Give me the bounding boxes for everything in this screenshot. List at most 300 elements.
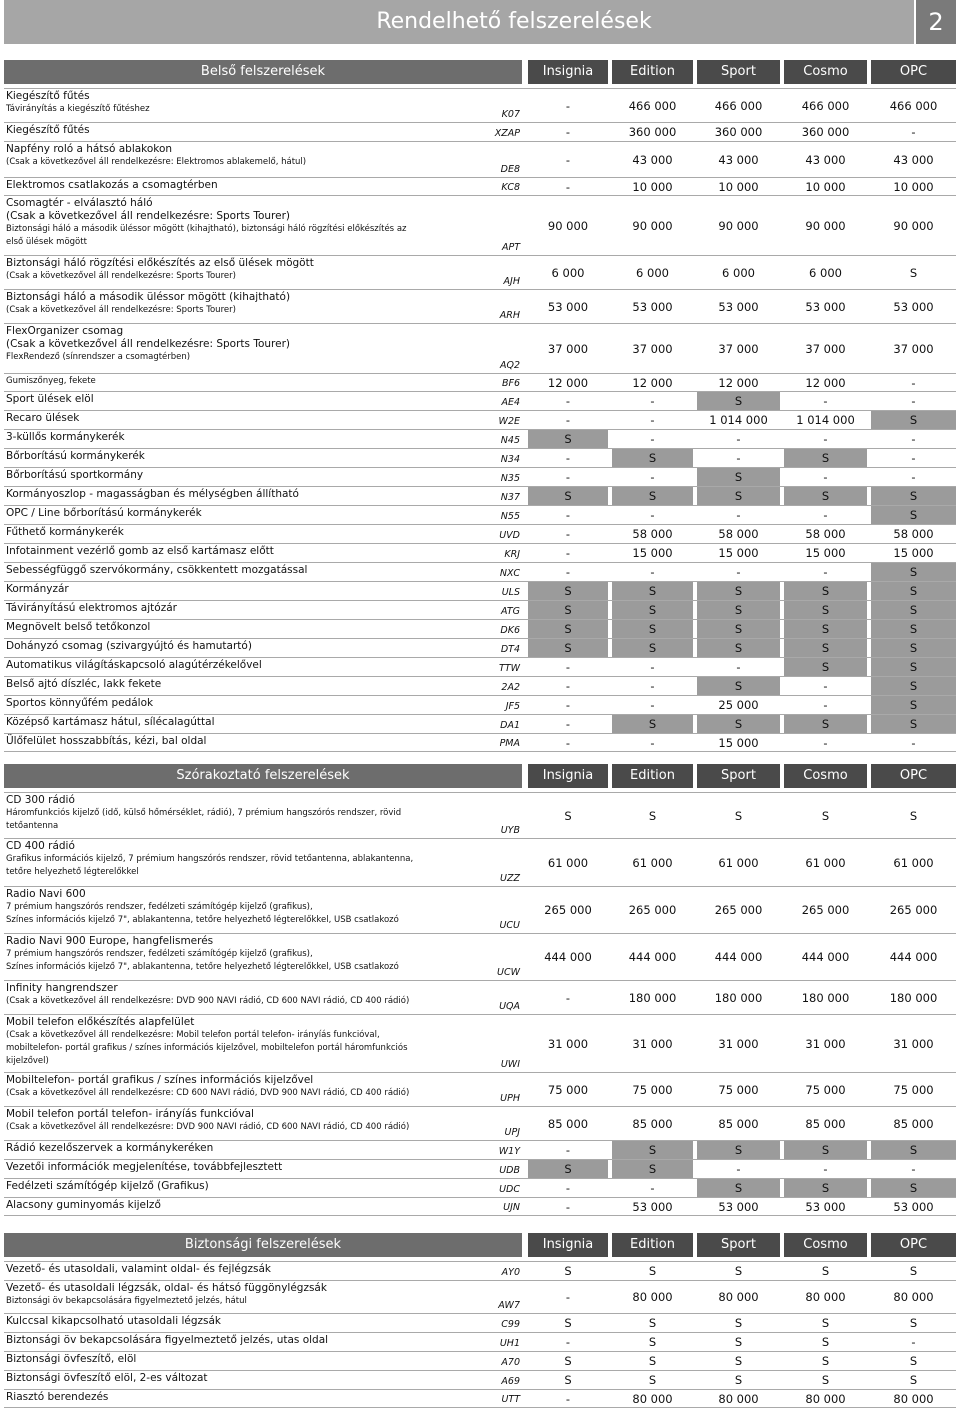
option-detail: (Csak a következővel áll rendelkezésre: Sports Tourer)	[6, 338, 291, 350]
price-cell-insignia: -	[565, 565, 571, 579]
price-cell-sport: S	[697, 468, 780, 486]
option-code: UJN	[503, 1202, 520, 1213]
table-row	[4, 505, 956, 524]
price-cell-cosmo: S	[821, 1354, 830, 1368]
option-lines	[6, 935, 522, 974]
option-lines	[6, 1372, 522, 1385]
table-row	[4, 733, 956, 752]
price-cell-insignia: -	[565, 546, 571, 560]
option-lines	[6, 1282, 522, 1308]
option-code: W2E	[498, 416, 520, 427]
table-row	[4, 619, 956, 638]
option-code: AQ2	[499, 360, 520, 371]
price-cell-cosmo: 265 000	[801, 903, 850, 917]
option-name: Biztonsági övfeszítő elöl, 2-es változat	[6, 1372, 208, 1384]
price-cell-edition: -	[650, 698, 655, 712]
section-title: Belső felszerelések	[4, 60, 522, 84]
price-cell-sport: 53 000	[718, 1199, 759, 1214]
option-lines	[6, 716, 522, 729]
option-name: Csomagtér - elválasztó háló	[6, 197, 153, 209]
option-lines	[6, 697, 522, 710]
option-name: Ülőfelület hosszabbítás, kézi, bal oldal	[6, 735, 207, 747]
price-cell-edition: 80 000	[632, 1290, 673, 1304]
option-name: Radio Navi 900 Europe, hangfelismerés	[6, 935, 214, 947]
option-code: TTW	[499, 663, 520, 674]
trim-values	[522, 506, 956, 524]
option-lines	[6, 640, 522, 653]
option-name: Kormányzár	[6, 583, 69, 595]
page-header	[4, 0, 956, 44]
column-header-insignia: Insignia	[528, 60, 608, 84]
table-row	[4, 1389, 956, 1408]
price-cell-opc: 15 000	[893, 546, 934, 560]
option-description	[4, 1179, 522, 1197]
option-lines	[6, 526, 522, 539]
option-lines	[6, 735, 522, 748]
option-name: OPC / Line bőrborítású kormánykerék	[6, 507, 202, 519]
price-cell-cosmo: S	[784, 715, 867, 733]
price-cell-sport: 85 000	[718, 1116, 759, 1131]
option-lines	[6, 431, 522, 444]
option-name: Riasztó berendezés	[6, 1391, 109, 1403]
price-cell-insignia: -	[565, 98, 571, 113]
trim-values	[522, 1262, 956, 1280]
price-cell-cosmo: S	[784, 1141, 867, 1159]
price-cell-opc: 444 000	[889, 950, 938, 964]
price-cell-sport: -	[736, 451, 741, 465]
option-description	[4, 487, 522, 505]
price-cell-cosmo: 75 000	[805, 1082, 846, 1097]
column-header-cosmo: Cosmo	[784, 764, 867, 788]
option-code: APT	[501, 242, 520, 253]
column-header-opc: OPC	[871, 60, 956, 84]
option-lines	[6, 1334, 522, 1347]
section-interior	[4, 60, 956, 752]
price-cell-edition: -	[650, 660, 655, 674]
price-cell-insignia: -	[565, 1335, 571, 1349]
price-cell-edition: S	[648, 1335, 657, 1349]
option-description	[4, 1073, 522, 1106]
table-row	[4, 177, 956, 195]
price-cell-opc: S	[871, 487, 956, 505]
trim-values	[522, 1333, 956, 1351]
price-cell-insignia: S	[564, 1316, 572, 1330]
option-code: DT4	[500, 644, 520, 655]
table-row	[4, 1014, 956, 1072]
option-detail: tetőantenna	[6, 821, 59, 831]
trim-values	[522, 178, 956, 195]
section-header	[4, 764, 956, 788]
option-detail: Színes információs kijelző 7", ablakantenna, tetőre helyezhető légterelőkkel, USB csatlakozó	[6, 915, 399, 925]
price-cell-sport: 360 000	[714, 125, 763, 139]
trim-values	[522, 430, 956, 448]
column-header-opc: OPC	[871, 764, 956, 788]
option-code: UDB	[499, 1165, 520, 1176]
option-code: UVD	[499, 530, 520, 541]
price-cell-sport: 1 014 000	[709, 413, 768, 427]
table-row	[4, 289, 956, 323]
option-lines	[6, 412, 522, 425]
price-cell-cosmo: -	[823, 565, 828, 579]
trim-values	[522, 639, 956, 657]
trim-values	[522, 1015, 956, 1072]
price-cell-edition: 61 000	[632, 855, 673, 870]
option-description	[4, 1390, 522, 1407]
price-cell-edition: S	[648, 1316, 657, 1330]
price-cell-cosmo: S	[784, 658, 867, 676]
table-row	[4, 1261, 956, 1280]
option-description	[4, 1352, 522, 1370]
option-code: 2A2	[501, 682, 520, 693]
price-cell-edition: 180 000	[628, 990, 677, 1005]
price-cell-cosmo: 90 000	[805, 218, 846, 233]
option-name: Kulccsal kikapcsolható utasoldali légzsák	[6, 1315, 222, 1327]
options-table	[4, 1261, 956, 1408]
price-cell-edition: 37 000	[632, 341, 673, 356]
option-code: DA1	[500, 720, 520, 731]
price-cell-edition: S	[612, 449, 693, 467]
price-cell-edition: S	[612, 715, 693, 733]
price-cell-opc: 53 000	[893, 299, 934, 314]
option-code: BF6	[501, 378, 520, 389]
column-header-sport: Sport	[697, 1233, 780, 1257]
price-cell-insignia: -	[565, 1290, 571, 1304]
table-row	[4, 1313, 956, 1332]
table-row	[4, 255, 956, 289]
option-code: UCW	[497, 967, 520, 978]
option-description	[4, 620, 522, 638]
trim-values	[522, 89, 956, 122]
price-cell-edition: -	[650, 470, 655, 484]
column-header-cosmo: Cosmo	[784, 1233, 867, 1257]
section-safety	[4, 1233, 956, 1408]
option-detail: (Csak a következővel áll rendelkezésre: Elektromos ablakemelő, hátul)	[6, 157, 307, 167]
price-cell-insignia: S	[528, 1160, 608, 1178]
option-description	[4, 544, 522, 562]
price-cell-edition: -	[650, 565, 655, 579]
trim-values	[522, 1198, 956, 1215]
option-name: Mobiltelefon- portál grafikus / színes információs kijelzővel	[6, 1074, 314, 1086]
price-cell-sport: 6 000	[722, 265, 755, 280]
price-cell-edition: 15 000	[632, 546, 673, 560]
price-cell-sport: -	[736, 1162, 741, 1176]
price-cell-edition: S	[648, 1354, 657, 1368]
table-row	[4, 1159, 956, 1178]
option-code: ARH	[499, 310, 520, 321]
option-lines	[6, 583, 522, 596]
option-code: PMA	[499, 738, 520, 749]
price-cell-cosmo: -	[823, 679, 828, 693]
table-row	[4, 323, 956, 373]
price-cell-opc: 53 000	[893, 1199, 934, 1214]
trim-values	[522, 1314, 956, 1332]
table-row	[4, 695, 956, 714]
price-cell-insignia: S	[528, 639, 608, 657]
price-cell-sport: 15 000	[718, 735, 759, 750]
price-cell-opc: S	[871, 506, 956, 524]
option-name: Napfény roló a hátsó ablakokon	[6, 143, 173, 155]
table-row	[4, 562, 956, 581]
price-cell-sport: 10 000	[718, 179, 759, 194]
option-detail: 7 prémium hangszórós rendszer, fedélzeti számítógép kijelző (grafikus),	[6, 949, 313, 959]
price-cell-opc: 10 000	[893, 179, 934, 194]
price-cell-insignia: -	[565, 660, 571, 674]
price-cell-cosmo: S	[821, 808, 830, 823]
price-cell-insignia: -	[565, 698, 571, 712]
price-cell-insignia: -	[565, 679, 571, 693]
option-detail: (Csak a következővel áll rendelkezésre: Sports Tourer)	[6, 271, 236, 281]
price-cell-edition: 85 000	[632, 1116, 673, 1131]
price-cell-sport: 15 000	[718, 546, 759, 560]
option-name: Bőrborítású kormánykerék	[6, 450, 145, 462]
price-cell-cosmo: 15 000	[805, 546, 846, 560]
price-cell-sport: -	[736, 432, 741, 446]
option-name: Fedélzeti számítógép kijelző (Grafikus)	[6, 1180, 209, 1192]
price-cell-cosmo: S	[821, 1264, 830, 1278]
price-cell-insignia: S	[528, 430, 608, 448]
column-header-opc: OPC	[871, 1233, 956, 1257]
price-cell-edition: S	[648, 1264, 657, 1278]
option-name: CD 400 rádió	[6, 840, 75, 852]
table-row	[4, 429, 956, 448]
option-code: UH1	[499, 1338, 520, 1349]
price-cell-cosmo: -	[823, 735, 828, 750]
table-row	[4, 714, 956, 733]
price-cell-sport: 80 000	[718, 1290, 759, 1304]
price-cell-sport: S	[697, 620, 780, 638]
option-name: Infotainment vezérlő gomb az első kartámasz előtt	[6, 545, 274, 557]
table-row	[4, 524, 956, 543]
option-lines	[6, 794, 522, 833]
price-cell-insignia: -	[565, 527, 571, 541]
trim-values	[522, 1141, 956, 1159]
option-name: Infinity hangrendszer	[6, 982, 118, 994]
section-header	[4, 60, 956, 84]
trim-values	[522, 544, 956, 562]
trim-values	[522, 374, 956, 391]
option-name: Biztonsági háló a második üléssor mögött (kihajtható)	[6, 291, 291, 303]
price-cell-insignia: -	[565, 1391, 571, 1406]
price-cell-cosmo: 53 000	[805, 299, 846, 314]
option-lines	[6, 1161, 522, 1174]
price-cell-insignia: 12 000	[547, 375, 589, 390]
table-row	[4, 391, 956, 410]
option-code: UPH	[500, 1093, 520, 1104]
price-cell-insignia: -	[565, 470, 571, 484]
price-cell-sport: S	[697, 582, 780, 600]
price-cell-cosmo: S	[784, 449, 867, 467]
table-row	[4, 657, 956, 676]
price-cell-cosmo: S	[784, 582, 867, 600]
option-code: N34	[500, 454, 520, 465]
option-name: Sportos könnyűfém pedálok	[6, 697, 154, 709]
price-cell-cosmo: 180 000	[801, 990, 850, 1005]
price-cell-edition: S	[612, 1141, 693, 1159]
option-description	[4, 734, 522, 751]
price-cell-cosmo: S	[784, 639, 867, 657]
price-cell-opc: 265 000	[889, 903, 938, 917]
table-row	[4, 410, 956, 429]
option-name: Gumiszőnyeg, fekete	[6, 376, 96, 386]
trim-values	[522, 449, 956, 467]
option-code: UZZ	[500, 873, 520, 884]
option-description	[4, 290, 522, 323]
price-cell-opc: 31 000	[893, 1036, 934, 1051]
option-description	[4, 411, 522, 429]
option-name: Középső kartámasz hátul, sílécalagúttal	[6, 716, 215, 728]
price-cell-cosmo: 37 000	[805, 341, 846, 356]
option-code: AE4	[501, 397, 520, 408]
option-lines	[6, 393, 522, 406]
price-cell-edition: S	[612, 620, 693, 638]
trim-values	[522, 934, 956, 980]
option-lines	[6, 291, 522, 317]
price-cell-edition: -	[650, 432, 655, 446]
price-cell-insignia: 6 000	[551, 265, 585, 280]
section-entertainment	[4, 764, 956, 1216]
table-row	[4, 676, 956, 695]
price-cell-edition: S	[612, 639, 693, 657]
price-cell-edition: S	[612, 582, 693, 600]
price-cell-sport: S	[734, 808, 743, 823]
table-row	[4, 88, 956, 122]
price-cell-insignia: 444 000	[544, 950, 592, 964]
trim-values	[522, 839, 956, 886]
trim-values	[522, 468, 956, 486]
price-cell-edition: -	[650, 394, 655, 408]
option-code: A69	[501, 1376, 520, 1387]
trim-values	[522, 696, 956, 714]
price-cell-opc: S	[871, 639, 956, 657]
trim-values	[522, 1390, 956, 1407]
option-lines	[6, 325, 522, 364]
price-cell-insignia: -	[565, 152, 571, 167]
price-cell-edition: 58 000	[632, 527, 673, 541]
option-description	[4, 1015, 522, 1072]
price-cell-sport: S	[697, 677, 780, 695]
trim-values	[522, 1160, 956, 1178]
price-cell-cosmo: -	[823, 698, 828, 712]
price-cell-edition: S	[648, 1373, 657, 1387]
price-cell-insignia: -	[565, 125, 571, 139]
price-cell-opc: -	[911, 394, 916, 408]
price-cell-sport: S	[697, 639, 780, 657]
option-lines	[6, 179, 522, 192]
option-lines	[6, 659, 522, 672]
table-row	[4, 581, 956, 600]
option-name: Alacsony guminyomás kijelző	[6, 1199, 161, 1211]
trim-values	[522, 290, 956, 323]
price-cell-cosmo: 1 014 000	[796, 413, 855, 427]
option-name: Sport ülések elöl	[6, 393, 94, 405]
option-code: UWI	[500, 1059, 520, 1070]
option-lines	[6, 143, 522, 169]
trim-values	[522, 1073, 956, 1106]
price-cell-opc: 80 000	[893, 1290, 934, 1304]
column-header-edition: Edition	[612, 60, 693, 84]
option-lines	[6, 124, 522, 137]
option-code: DE8	[500, 164, 520, 175]
price-cell-edition: 53 000	[632, 1199, 673, 1214]
option-name: Fűthető kormánykerék	[6, 526, 124, 538]
option-code: AY0	[501, 1267, 520, 1278]
option-code: ULS	[501, 587, 520, 598]
option-description	[4, 582, 522, 600]
option-lines	[6, 469, 522, 482]
trim-values	[522, 256, 956, 289]
price-cell-cosmo: 85 000	[805, 1116, 846, 1131]
price-cell-opc: S	[871, 677, 956, 695]
option-detail: Színes információs kijelző 7", ablakantenna, tetőre helyezhető légterelőkkel, USB csatlakozó	[6, 962, 399, 972]
price-cell-insignia: -	[565, 413, 571, 427]
option-description	[4, 89, 522, 122]
price-cell-sport: 53 000	[718, 299, 759, 314]
price-cell-cosmo: S	[784, 601, 867, 619]
option-lines	[6, 1199, 522, 1212]
trim-values	[522, 487, 956, 505]
section-header	[4, 1233, 956, 1257]
option-description	[4, 123, 522, 141]
price-cell-sport: 180 000	[714, 990, 763, 1005]
price-cell-sport: S	[697, 1141, 780, 1159]
price-cell-cosmo: 360 000	[801, 125, 850, 139]
option-detail: (Csak a következővel áll rendelkezésre: CD 600 NAVI rádió, DVD 900 NAVI rádió, CD 400 rádió)	[6, 1088, 410, 1098]
table-row	[4, 448, 956, 467]
table-row	[4, 1332, 956, 1351]
option-code: N35	[500, 473, 520, 484]
price-cell-edition: -	[650, 679, 655, 693]
price-cell-cosmo: 466 000	[801, 98, 850, 113]
option-lines	[6, 1016, 522, 1068]
price-cell-cosmo: S	[821, 1373, 830, 1387]
option-code: ATG	[501, 606, 520, 617]
price-cell-sport: 61 000	[718, 855, 759, 870]
price-cell-insignia: -	[565, 179, 571, 194]
option-detail: Grafikus információs kijelző, 7 prémium hangszórós rendszer, rövid tetőantenna, ablakantenna,	[6, 854, 414, 864]
price-cell-sport: 43 000	[718, 152, 759, 167]
price-cell-edition: 466 000	[628, 98, 677, 113]
price-cell-insignia: 90 000	[547, 218, 589, 233]
option-code: A70	[501, 1357, 520, 1368]
price-cell-sport: 25 000	[718, 698, 759, 712]
price-cell-insignia: 37 000	[547, 341, 589, 356]
option-name: Biztonsági öv bekapcsolására figyelmeztető jelzés, utas oldal	[6, 1334, 329, 1346]
option-description	[4, 392, 522, 410]
price-cell-opc: 37 000	[893, 341, 934, 356]
price-cell-sport: S	[734, 1335, 743, 1349]
option-name: Bőrborítású sportkormány	[6, 469, 144, 481]
option-description	[4, 1262, 522, 1280]
price-cell-insignia: -	[565, 1143, 571, 1157]
option-name: Biztonsági övfeszítő, elöl	[6, 1353, 137, 1365]
trim-values	[522, 1352, 956, 1370]
option-description	[4, 1141, 522, 1159]
option-detail: Biztonsági háló a második üléssor mögött (kihajtható), biztonsági háló rögzítési előkészítés az	[6, 224, 407, 234]
price-cell-opc: 58 000	[893, 527, 934, 541]
table-row	[4, 792, 956, 838]
option-lines	[6, 678, 522, 691]
option-description	[4, 658, 522, 676]
option-detail: mobiltelefon- portál grafikus / színes információs kijelzővel, mobiltelefon portál háromfunkciós	[6, 1043, 408, 1053]
price-cell-opc: S	[871, 601, 956, 619]
option-code: NXC	[499, 568, 520, 579]
price-cell-insignia: -	[565, 508, 571, 522]
table-row	[4, 886, 956, 933]
option-detail: Háromfunkciós kijelző (idő, külső hőmérséklet, rádió), 7 prémium hangszórós rendszer, rövid	[6, 808, 402, 818]
price-cell-sport: 12 000	[718, 375, 759, 390]
price-cell-sport: S	[697, 487, 780, 505]
option-code: UTT	[501, 1394, 520, 1405]
